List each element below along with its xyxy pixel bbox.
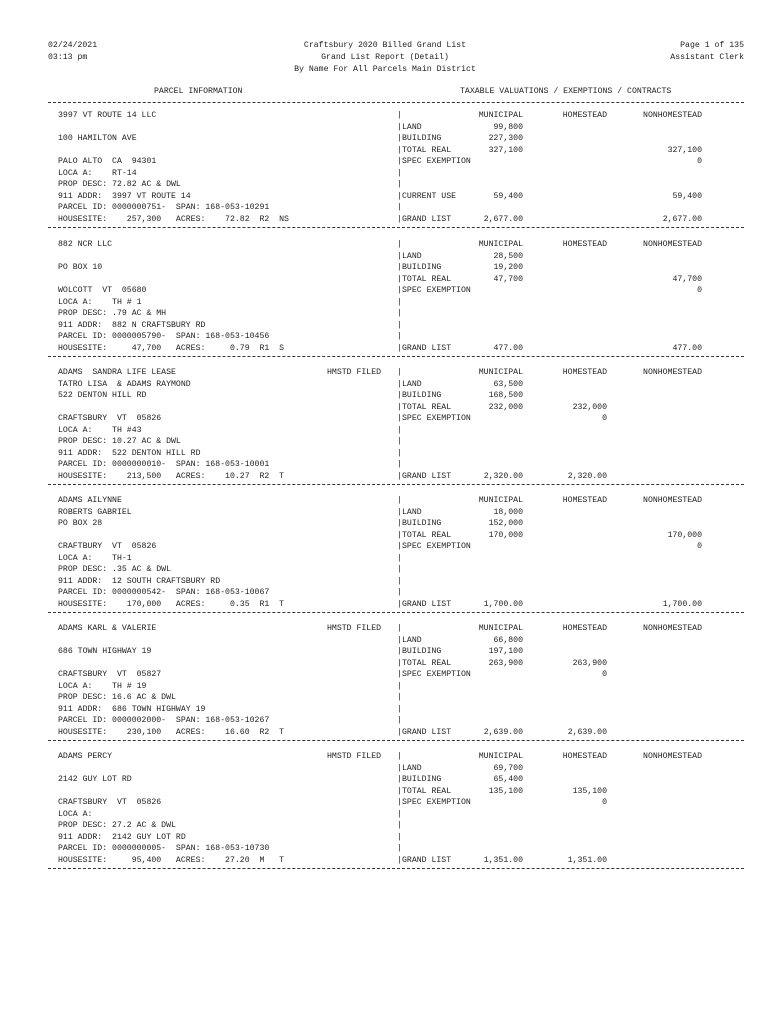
property-description: PROP DESC: 27.2 AC & DWL [58,821,176,830]
housesite-line: HOUSESITE: 170,000 ACRES: 0.35 R1 T [58,599,285,609]
nonhomestead-value: 477.00 [672,343,702,353]
municipal-value: 59,400 [493,191,523,201]
homestead-value: HOMESTEAD [562,624,607,633]
column-separator: | [397,752,402,761]
housesite-line: HOUSESITE: 257,300 ACRES: 72.82 R2 NS [58,214,289,224]
owner-name: ADAMS PERCY [58,752,113,761]
valuation-label: LAND [402,122,422,132]
column-separator: | [397,496,402,505]
nonhomestead-value: NONHOMESTEAD [643,240,702,249]
municipal-value: 19,200 [493,263,523,272]
valuation-label: GRAND LIST [402,214,452,224]
property-description: PROP DESC: .79 AC & MH [58,309,167,318]
valuation-label: GRAND LIST [402,727,452,737]
valuation-label: GRAND LIST [402,343,452,353]
parcel-id: PARCEL ID: 0000005790- SPAN: 168-053-10456 [58,332,270,341]
column-separator: | [397,391,402,400]
valuation-label: TOTAL REAL [402,145,452,155]
parcel-divider [48,484,744,485]
column-separator: | [397,368,402,377]
municipal-value: 66,800 [493,635,523,645]
municipal-value: 232,000 [488,402,523,412]
report-date: 02/24/2021 [48,41,98,50]
column-separator: | [397,565,402,574]
column-separator: | [397,240,402,249]
homestead-value: 2,639.00 [567,727,607,737]
column-separator: | [397,168,402,178]
address-line-2: 100 HAMILTON AVE [58,134,137,143]
municipal-value: 168,500 [488,391,523,400]
property-description: PROP DESC: 10.27 AC & DWL [58,437,181,446]
location: LOCA A: [58,809,93,819]
report-time: 03:13 pm [48,53,88,62]
column-separator: | [397,191,402,201]
column-separator: | [397,798,402,807]
column-header-parcel-info: PARCEL INFORMATION [154,87,243,96]
column-separator: | [397,519,402,528]
homestead-value: 1,351.00 [567,855,607,865]
page-number: Page 1 of 135 [680,41,744,50]
column-separator: | [397,460,402,469]
address-911: 911 ADDR: 3997 VT ROUTE 14 [58,191,191,201]
homestead-value: HOMESTEAD [562,496,607,505]
valuation-label: BUILDING [402,647,442,656]
column-separator: | [397,599,402,609]
valuation-label: SPEC EXEMPTION [402,670,471,679]
parcel-id: PARCEL ID: 0000000751- SPAN: 168-053-10291 [58,203,270,212]
address-911: 911 ADDR: 522 DENTON HILL RD [58,448,201,458]
nonhomestead-value: 47,700 [672,274,702,284]
housesite-line: HOUSESITE: 47,700 ACRES: 0.79 R1 S [58,343,285,353]
column-separator: | [397,704,402,714]
municipal-value: MUNICIPAL [478,496,523,505]
valuation-label: BUILDING [402,134,442,143]
valuation-label: SPEC EXEMPTION [402,798,471,807]
report-scope: By Name For All Parcels Main District [294,65,476,74]
homestead-value: 263,900 [572,658,607,668]
column-separator: | [397,251,402,261]
housesite-line: HOUSESITE: 213,500 ACRES: 10.27 R2 T [58,471,285,481]
address-911: 911 ADDR: 882 N CRAFTSBURY RD [58,320,206,330]
municipal-value: 1,351.00 [483,855,523,865]
parcel-divider [48,227,744,228]
housesite-line: HOUSESITE: 230,100 ACRES: 16.60 R2 T [58,727,285,737]
nonhomestead-value: 0 [697,157,702,166]
parcel-divider [48,868,744,869]
nonhomestead-value: NONHOMESTEAD [643,496,702,505]
homestead-value: HOMESTEAD [562,240,607,249]
parcel-id: PARCEL ID: 0000000010- SPAN: 168-053-10001 [58,460,270,469]
header-divider [48,102,744,103]
nonhomestead-value: NONHOMESTEAD [643,111,702,120]
address-911: 911 ADDR: 2142 GUY LOT RD [58,832,186,842]
valuation-label: GRAND LIST [402,471,452,481]
location: LOCA A: RT-14 [58,168,137,178]
column-separator: | [397,775,402,784]
column-separator: | [397,821,402,830]
column-separator: | [397,635,402,645]
nonhomestead-value: NONHOMESTEAD [643,752,702,761]
address-911: 911 ADDR: 686 TOWN HIGHWAY 19 [58,704,206,714]
municipal-value: 2,639.00 [483,727,523,737]
location: LOCA A: TH-1 [58,553,132,563]
column-separator: | [397,471,402,481]
address-line-2: PO BOX 10 [58,263,103,272]
column-separator: | [397,647,402,656]
municipal-value: 47,700 [493,274,523,284]
municipal-value: 135,100 [488,786,523,796]
municipal-value: 1,700.00 [483,599,523,609]
column-separator: | [397,437,402,446]
column-separator: | [397,763,402,773]
address-911: 911 ADDR: 12 SOUTH CRAFTSBURY RD [58,576,221,586]
column-separator: | [397,145,402,155]
homestead-value: 0 [602,414,607,423]
column-separator: | [397,716,402,725]
municipal-value: MUNICIPAL [478,111,523,120]
nonhomestead-value: 0 [697,286,702,295]
homestead-value: HOMESTEAD [562,111,607,120]
valuation-label: GRAND LIST [402,599,452,609]
column-header-valuations: TAXABLE VALUATIONS / EXEMPTIONS / CONTRACTS [460,87,672,96]
municipal-value: 99,800 [493,122,523,132]
nonhomestead-value: 2,677.00 [662,214,702,224]
municipal-value: 227,300 [488,134,523,143]
nonhomestead-value: 59,400 [672,191,702,201]
address-line-2: PO BOX 28 [58,519,103,528]
municipal-value: MUNICIPAL [478,752,523,761]
column-separator: | [397,507,402,517]
municipal-value: MUNICIPAL [478,624,523,633]
nonhomestead-value: NONHOMESTEAD [643,368,702,377]
valuation-label: LAND [402,251,422,261]
column-separator: | [397,214,402,224]
column-separator: | [397,402,402,412]
homestead-value: 232,000 [572,402,607,412]
location: LOCA A: TH #43 [58,425,142,435]
column-separator: | [397,624,402,633]
parcel-id: PARCEL ID: 0000002000- SPAN: 168-053-10267 [58,716,270,725]
column-separator: | [397,263,402,272]
owner-name: ADAMS KARL & VALERIE [58,624,157,633]
parcel-divider [48,740,744,741]
homestead-value: HOMESTEAD [562,752,607,761]
valuation-label: TOTAL REAL [402,658,452,668]
report-title: Craftsbury 2020 Billed Grand List [303,41,467,50]
property-description: PROP DESC: 16.6 AC & DWL [58,693,176,702]
column-separator: | [397,286,402,295]
valuation-label: TOTAL REAL [402,402,452,412]
municipal-value: 28,500 [493,251,523,261]
nonhomestead-value: 0 [697,542,702,551]
column-separator: | [397,343,402,353]
owner-name: 882 NCR LLC [58,240,113,249]
parcel-divider [48,612,744,613]
municipal-value: 2,677.00 [483,214,523,224]
column-separator: | [397,414,402,423]
column-separator: | [397,332,402,341]
property-description: PROP DESC: 72.82 AC & DWL [58,180,181,189]
valuation-label: GRAND LIST [402,855,452,865]
column-separator: | [397,809,402,819]
address-line-4: CRAFTSBURY VT 05826 [58,414,162,423]
valuation-label: LAND [402,379,422,389]
address-line-4: CRAFTSBURY VT 05826 [58,798,162,807]
location: LOCA A: TH # 1 [58,297,142,307]
column-separator: | [397,274,402,284]
column-separator: | [397,844,402,853]
owner-name: ADAMS SANDRA LIFE LEASE [58,368,176,377]
parcel-divider [48,356,744,357]
column-separator: | [397,425,402,435]
valuation-label: SPEC EXEMPTION [402,286,471,295]
column-separator: | [397,297,402,307]
column-separator: | [397,111,402,120]
housesite-line: HOUSESITE: 95,400 ACRES: 27.20 M T [58,855,285,865]
address-line-2: 686 TOWN HIGHWAY 19 [58,647,152,656]
nonhomestead-value: 170,000 [667,530,702,540]
column-separator: | [397,530,402,540]
valuation-label: BUILDING [402,775,442,784]
municipal-value: 18,000 [493,507,523,517]
homestead-value: 135,100 [572,786,607,796]
municipal-value: 477.00 [493,343,523,353]
column-separator: | [397,122,402,132]
valuation-label: LAND [402,763,422,773]
column-separator: | [397,448,402,458]
column-separator: | [397,658,402,668]
column-separator: | [397,320,402,330]
column-separator: | [397,693,402,702]
valuation-label: BUILDING [402,391,442,400]
column-separator: | [397,553,402,563]
column-separator: | [397,203,402,212]
column-separator: | [397,588,402,597]
homestead-filed-flag: HMSTD FILED [327,624,382,633]
address-line-2: 2142 GUY LOT RD [58,775,132,784]
nonhomestead-value: 1,700.00 [662,599,702,609]
valuation-label: SPEC EXEMPTION [402,414,471,423]
address-line-1: ROBERTS GABRIEL [58,507,132,517]
municipal-value: 170,000 [488,530,523,540]
address-line-4: WOLCOTT VT 05680 [58,286,147,295]
homestead-filed-flag: HMSTD FILED [327,368,382,377]
homestead-value: 2,320.00 [567,471,607,481]
municipal-value: MUNICIPAL [478,368,523,377]
valuation-label: BUILDING [402,263,442,272]
parcel-id: PARCEL ID: 0000000542- SPAN: 168-053-10067 [58,588,270,597]
municipal-value: 63,500 [493,379,523,389]
municipal-value: 69,700 [493,763,523,773]
column-separator: | [397,576,402,586]
column-separator: | [397,379,402,389]
parcel-id: PARCEL ID: 0000000005- SPAN: 168-053-10730 [58,844,270,853]
valuation-label: SPEC EXEMPTION [402,157,471,166]
owner-name: 3997 VT ROUTE 14 LLC [58,111,157,120]
valuation-label: CURRENT USE [402,191,457,201]
homestead-value: HOMESTEAD [562,368,607,377]
column-separator: | [397,855,402,865]
column-separator: | [397,727,402,737]
valuation-label: LAND [402,635,422,645]
column-separator: | [397,542,402,551]
column-separator: | [397,134,402,143]
valuation-label: TOTAL REAL [402,530,452,540]
column-separator: | [397,180,402,189]
owner-name: ADAMS AILYNNE [58,496,122,505]
column-separator: | [397,832,402,842]
valuation-label: TOTAL REAL [402,786,452,796]
municipal-value: 327,100 [488,145,523,155]
municipal-value: 197,100 [488,647,523,656]
address-line-4: CRAFTSBURY VT 05827 [58,670,162,679]
homestead-value: 0 [602,670,607,679]
report-subtitle: Grand List Report (Detail) [321,53,449,62]
municipal-value: 2,320.00 [483,471,523,481]
address-line-4: CRAFTBURY VT 05826 [58,542,157,551]
municipal-value: MUNICIPAL [478,240,523,249]
municipal-value: 65,400 [493,775,523,784]
valuation-label: TOTAL REAL [402,274,452,284]
column-separator: | [397,157,402,166]
address-line-4: PALO ALTO CA 94301 [58,157,157,166]
report-user: Assistant Clerk [670,53,744,62]
municipal-value: 152,000 [488,519,523,528]
property-description: PROP DESC: .35 AC & DWL [58,565,172,574]
municipal-value: 263,900 [488,658,523,668]
homestead-filed-flag: HMSTD FILED [327,752,382,761]
nonhomestead-value: NONHOMESTEAD [643,624,702,633]
address-line-2: 522 DENTON HILL RD [58,391,147,400]
location: LOCA A: TH # 19 [58,681,147,691]
column-separator: | [397,681,402,691]
column-separator: | [397,786,402,796]
valuation-label: BUILDING [402,519,442,528]
homestead-value: 0 [602,798,607,807]
nonhomestead-value: 327,100 [667,145,702,155]
valuation-label: LAND [402,507,422,517]
address-line-1: TATRO LISA & ADAMS RAYMOND [58,379,191,389]
column-separator: | [397,670,402,679]
valuation-label: SPEC EXEMPTION [402,542,471,551]
column-separator: | [397,309,402,318]
